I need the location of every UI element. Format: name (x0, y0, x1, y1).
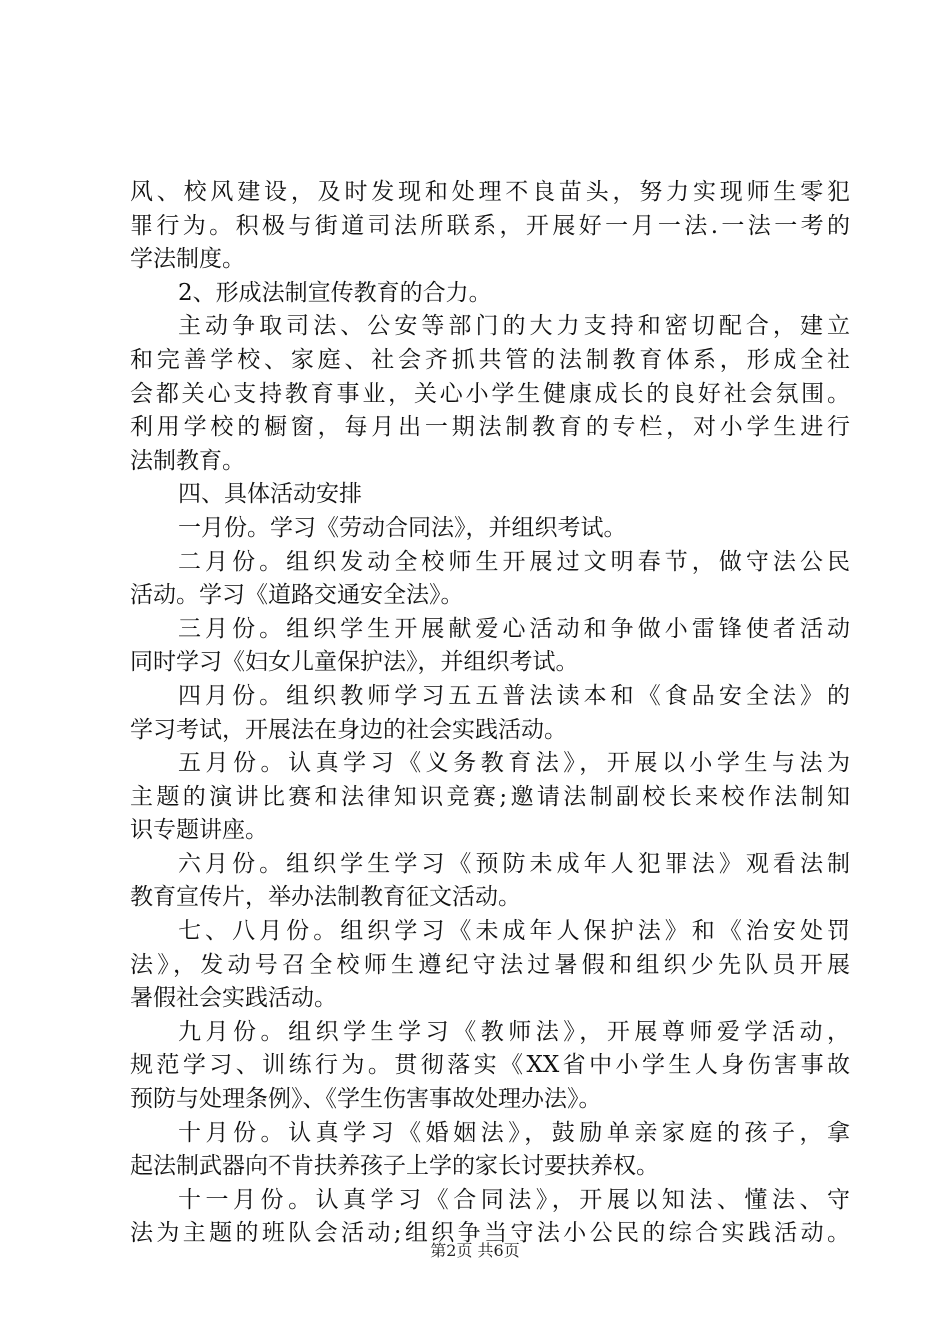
text-line: 教育宣传片，举办法制教育征文活动。 (130, 884, 521, 911)
text-line: 利用学校的橱窗，每月出一期法制教育的专栏，对小学生进行 (130, 414, 850, 441)
page-footer: 第2页 共6页 (430, 1241, 520, 1260)
text-line: 和完善学校、家庭、社会齐抓共管的法制教育体系，形成全社 (130, 346, 850, 373)
document-body (130, 176, 850, 1251)
text-line: 起法制武器向不肯扶养孩子上学的家长讨要扶养权。 (130, 1153, 659, 1180)
text-line: 主动争取司法、公安等部门的大力支持和密切配合，建立 (178, 313, 850, 340)
text-line: 五月份。认真学习《义务教育法》，开展以小学生与法为 (178, 750, 850, 777)
text-line: 暑假社会实践活动。 (130, 985, 337, 1012)
text-line: 九月份。组织学生学习《教师法》，开展尊师爱学活动， (178, 1018, 850, 1045)
text-line: 十月份。认真学习《婚姻法》，鼓励单亲家庭的孩子，拿 (178, 1119, 850, 1146)
text-line: 学法制度。 (130, 246, 245, 273)
text-line: 四月份。组织教师学习五五普法读本和《食品安全法》的 (178, 682, 850, 709)
text-line: 会都关心支持教育事业，关心小学生健康成长的良好社会氛围。 (130, 380, 850, 407)
text-line: 风、校风建设，及时发现和处理不良苗头，努力实现师生零犯 (130, 179, 850, 205)
text-line: 六月份。组织学生学习《预防未成年人犯罪法》观看法制 (178, 850, 850, 877)
text-line: 四、具体活动安排 (178, 481, 362, 508)
text-line: 主题的演讲比赛和法律知识竞赛;邀请法制副校长来校作法制知 (130, 783, 850, 810)
text-line: 同时学习《妇女儿童保护法》，并组织考试。 (130, 649, 579, 676)
text-line: 预防与处理条例》、《学生伤害事故处理办法》。 (130, 1086, 602, 1113)
text-line: 法》，发动号召全校师生遵纪守法过暑假和组织少先队员开展 (130, 951, 850, 978)
text-line: 二月份。组织发动全校师生开展过文明春节，做守法公民 (178, 548, 850, 575)
text-line: 罪行为。积极与街道司法所联系，开展好一月一法.一法一考的 (130, 212, 850, 239)
text-line: 一月份。学习《劳动合同法》，并组织考试。 (178, 514, 627, 541)
text-line: 识专题讲座。 (130, 817, 268, 844)
text-line: 规范学习、训练行为。贯彻落实《XX省中小学生人身伤害事故 (130, 1052, 850, 1079)
text-line: 活动。学习《道路交通安全法》。 (130, 582, 464, 609)
text-line: 法制教育。 (130, 447, 245, 474)
text-line: 十一月份。认真学习《合同法》，开展以知法、懂法、守 (178, 1186, 850, 1213)
text-line: 法为主题的班队会活动;组织争当守法小公民的综合实践活动。 (130, 1220, 850, 1247)
text-line: 三月份。组织学生开展献爱心活动和争做小雷锋使者活动 (178, 615, 850, 642)
text-line: 七、八月份。组织学习《未成年人保护法》和《治安处罚 (178, 918, 850, 945)
text-line: 学习考试，开展法在身边的社会实践活动。 (130, 716, 567, 743)
text-line: 2、形成法制宣传教育的合力。 (178, 279, 492, 306)
